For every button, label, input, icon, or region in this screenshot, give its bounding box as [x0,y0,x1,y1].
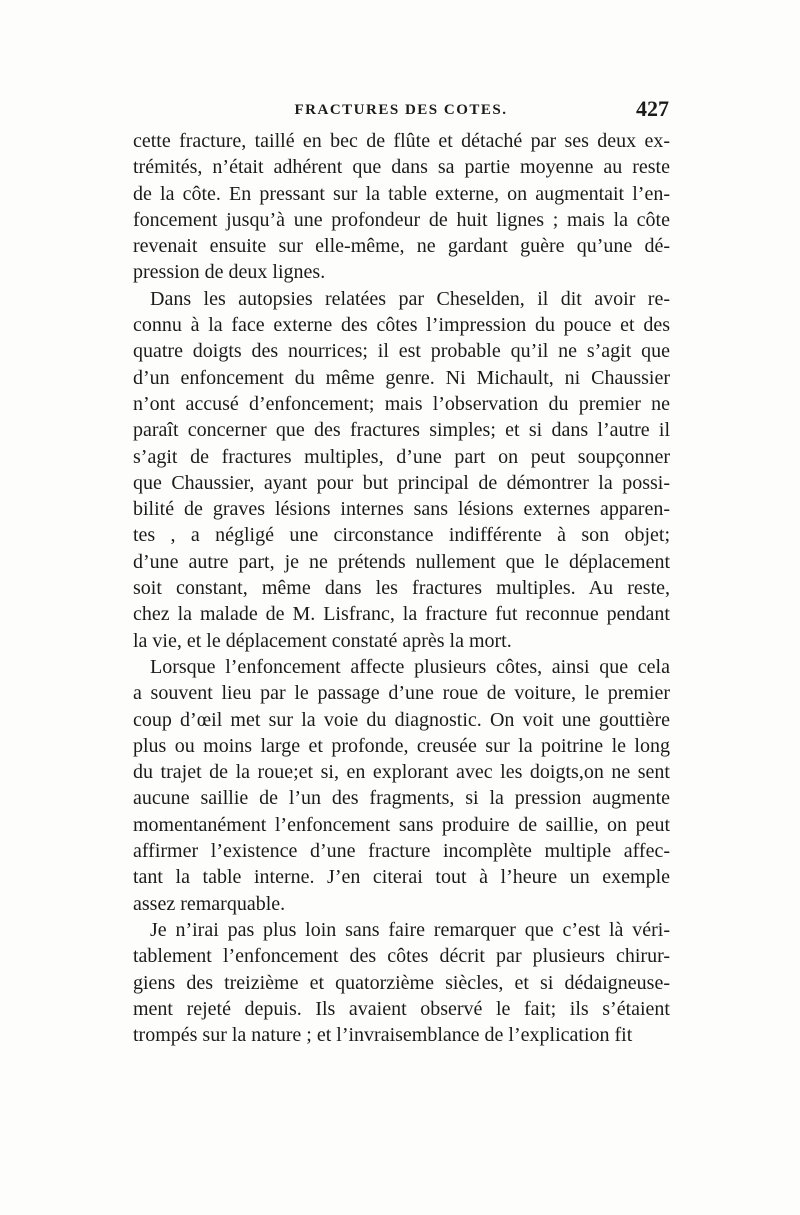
text-line: n’ont accusé d’enfoncement; mais l’observation du premier ne [133,392,670,415]
paragraph [133,654,670,917]
text-line: aucune saillie de l’un des fragments, si la pression augmente [133,787,670,810]
text-line: tablement l’enfoncement des côtes décrit par plusieurs chirur- [133,945,670,968]
text-line: tes , a négligé une circonstance indifférente à son objet; [133,524,670,547]
text-line: quatre doigts des nourrices; il est probable qu’il ne s’agit que [133,340,670,363]
text-line: trompés sur la nature ; et l’invraisemblance de l’explication fit [133,1024,633,1047]
text-line: Dans les autopsies relatées par Cheselden, il dit avoir re- [150,287,670,310]
text-line: d’un enfoncement du même genre. Ni Michault, ni Chaussier [133,366,670,389]
paragraph [133,917,670,1048]
text-line: momentanément l’enfoncement sans produire de saillie, on peut [133,813,670,836]
text-line: Lorsque l’enfoncement affecte plusieurs côtes, ainsi que cela [150,655,670,678]
text-line: giens des treizième et quatorzième siècles, et si dédaigneuse- [133,971,670,994]
text-line: tant la table interne. J’en citerai tout à l’heure un exemple [133,866,670,889]
text-line: paraît concerner que des fractures simples; et si dans l’autre il [133,419,670,442]
text-line: assez remarquable. [133,892,286,915]
text-line: plus ou moins large et profonde, creusée sur la poitrine le long [133,734,670,757]
body-text [133,128,670,1048]
text-line: a souvent lieu par le passage d’une roue de voiture, le premier [133,682,670,705]
running-title: FRACTURES DES COTES. [294,102,508,118]
text-line: Je n’irai pas plus loin sans faire remarquer que c’est là véri- [150,918,670,941]
text-line: pression de deux lignes. [133,261,326,284]
text-line: s’agit de fractures multiples, d’une part on peut soupçonner [133,445,670,468]
paragraph [133,286,670,654]
paragraph [133,128,670,286]
text-line: soit constant, même dans les fractures multiples. Au reste, [133,577,670,600]
text-line: affirmer l’existence d’une fracture incomplète multiple affec- [133,840,670,863]
text-line: du trajet de la roue;et si, en explorant avec les doigts,on ne sent [133,761,670,784]
page-number: 427 [636,96,669,121]
text-line: coup d’œil met sur la voie du diagnostic. On voit une gouttière [133,708,670,731]
text-line: la vie, et le déplacement constaté après la mort. [133,629,512,652]
text-line: bilité de graves lésions internes sans lésions externes apparen- [133,498,670,521]
text-line: connu à la face externe des côtes l’impression du pouce et des [133,314,670,337]
text-line: chez la malade de M. Lisfranc, la fracture fut reconnue pendant [133,603,670,626]
text-line: ment rejeté depuis. Ils avaient observé le fait; ils s’étaient [133,997,670,1020]
text-line: trémités, n’était adhérent que dans sa partie moyenne au reste [133,156,670,179]
text-line: d’une autre part, je ne prétends nullement que le déplacement [133,550,670,573]
text-line: de la côte. En pressant sur la table externe, on augmentait l’en- [133,182,670,205]
running-header [133,96,669,126]
text-line: cette fracture, taillé en bec de flûte et détaché par ses deux ex- [133,130,670,152]
text-line: que Chaussier, ayant pour but principal de démontrer la possi- [133,471,670,494]
text-line: foncement jusqu’à une profondeur de huit lignes ; mais la côte [133,208,670,231]
text-line: revenait ensuite sur elle-même, ne gardant guère qu’une dé- [133,235,670,258]
